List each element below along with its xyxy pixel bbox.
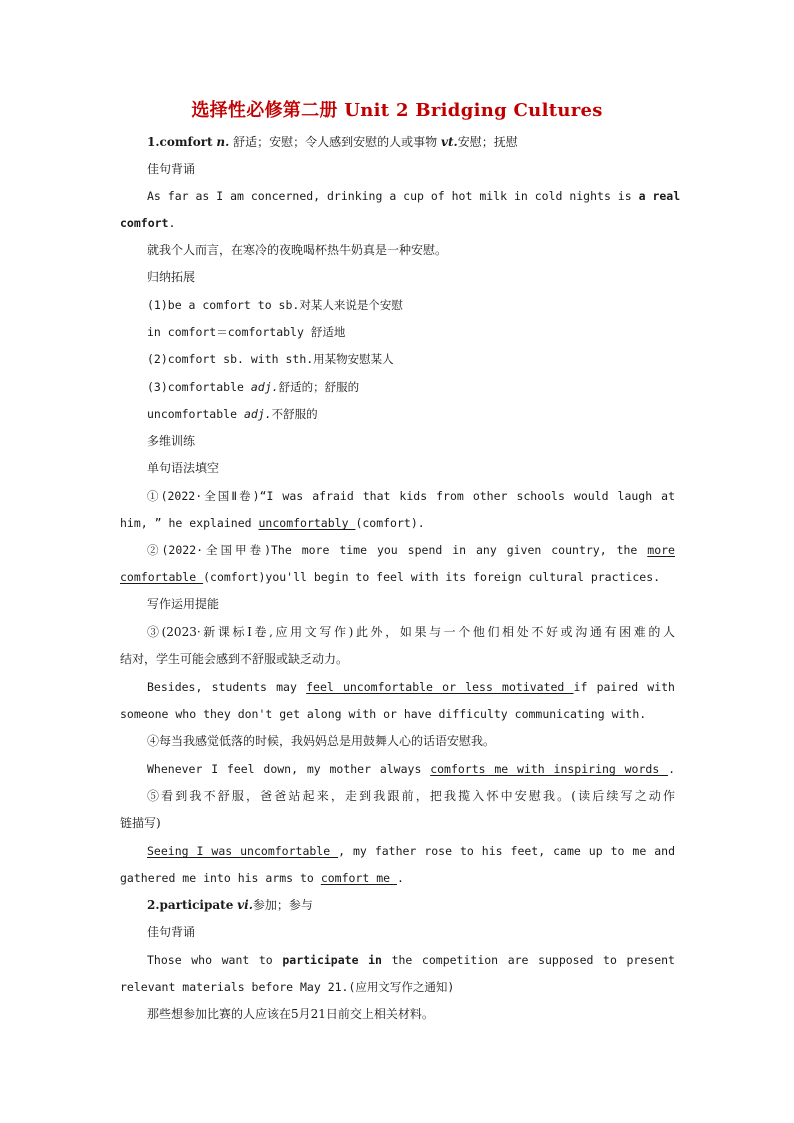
definition: 舒适；安慰；令人感到安慰的人或事物: [233, 135, 438, 149]
answer-blank: comfort me: [320, 871, 397, 885]
section-heading: 佳句背诵: [147, 162, 196, 176]
exercise-line: Whenever I feel down, my mother always comforts me with inspiring words .: [147, 762, 675, 776]
headword: 2.participate: [147, 898, 234, 912]
exercise-line: ①(2022·全国Ⅱ卷)“I was afraid that kids from other schools would laugh at: [147, 489, 675, 503]
answer-blank: Seeing I was uncomfortable: [147, 844, 339, 858]
answer-blank: comfortable: [120, 570, 204, 584]
expansion-item: uncomfortable adj.不舒服的: [147, 407, 318, 421]
headword: 1.comfort: [147, 135, 213, 149]
section-heading: 多维训练: [147, 434, 196, 448]
section-heading: 佳句背诵: [147, 925, 196, 939]
answer-blank: feel uncomfortable or less motivated: [306, 680, 574, 694]
section-heading: 写作运用提能: [147, 597, 220, 611]
exercise-line: comfortable (comfort)you'll begin to feel with its foreign cultural practices.: [120, 570, 661, 584]
entry-comfort-heading: [147, 132, 675, 152]
example-sentence-line: relevant materials before May 21.(应用文写作之通知): [120, 980, 455, 994]
definition: 安慰；抚慰: [457, 135, 518, 149]
answer-blank: more: [647, 543, 675, 557]
expansion-item: in comfort＝comfortably 舒适地: [147, 325, 346, 339]
expansion-item: (2)comfort sb. with sth.用某物安慰某人: [147, 352, 394, 366]
answer-blank: comforts me with inspiring words: [430, 762, 669, 776]
exercise-line: 链描写): [120, 816, 161, 830]
exercise-line: Besides, students may feel uncomfortable or less motivated if paired with: [147, 680, 675, 694]
pos-label: vi.: [237, 898, 253, 912]
exercise-line: ③(2023·新课标Ⅰ卷,应用文写作)此外，如果与一个他们相处不好或沟通有困难的人: [147, 625, 675, 639]
example-sentence-line: Those who want to participate in the competition are supposed to present: [147, 953, 675, 967]
exercise-line: 结对，学生可能会感到不舒服或缺乏动力。: [120, 652, 349, 666]
pos-label: vt.: [440, 135, 458, 149]
exercise-line: Seeing I was uncomfortable , my father rose to his feet, came up to me and: [147, 844, 675, 858]
entry-participate-heading: [147, 895, 675, 915]
expansion-item: (3)comfortable adj.舒适的；舒服的: [147, 380, 360, 394]
pos-label: n.: [216, 135, 230, 149]
page-title: 选择性必修第二册 Unit 2 Bridging Cultures: [191, 100, 603, 121]
section-heading: 单句语法填空: [147, 461, 220, 475]
example-sentence-line: comfort.: [120, 216, 176, 230]
section-heading: 归纳拓展: [147, 270, 196, 284]
example-sentence-line: As far as I am concerned, drinking a cup of hot milk in cold nights is a real: [147, 189, 681, 203]
exercise-line: him, ” he explained uncomfortably (comfort).: [120, 516, 425, 530]
exercise-line: ⑤看到我不舒服，爸爸站起来，走到我跟前，把我揽入怀中安慰我。(读后续写之动作: [147, 789, 675, 803]
expansion-item: (1)be a comfort to sb.对某人来说是个安慰: [147, 298, 403, 312]
definition: 参加；参与: [252, 898, 313, 912]
example-translation: 就我个人而言，在寒冷的夜晚喝杯热牛奶真是一种安慰。: [147, 243, 448, 257]
answer-blank: uncomfortably: [258, 516, 356, 530]
exercise-line: ④每当我感觉低落的时候，我妈妈总是用鼓舞人心的话语安慰我。: [147, 734, 496, 748]
example-translation: 那些想参加比赛的人应该在5月21日前交上相关材料。: [147, 1007, 434, 1021]
exercise-line: gathered me into his arms to comfort me .: [120, 871, 404, 885]
exercise-line: ②(2022·全国甲卷)The more time you spend in any given country, the more: [147, 543, 675, 557]
exercise-line: someone who they don't get along with or have difficulty communicating with.: [120, 707, 647, 721]
